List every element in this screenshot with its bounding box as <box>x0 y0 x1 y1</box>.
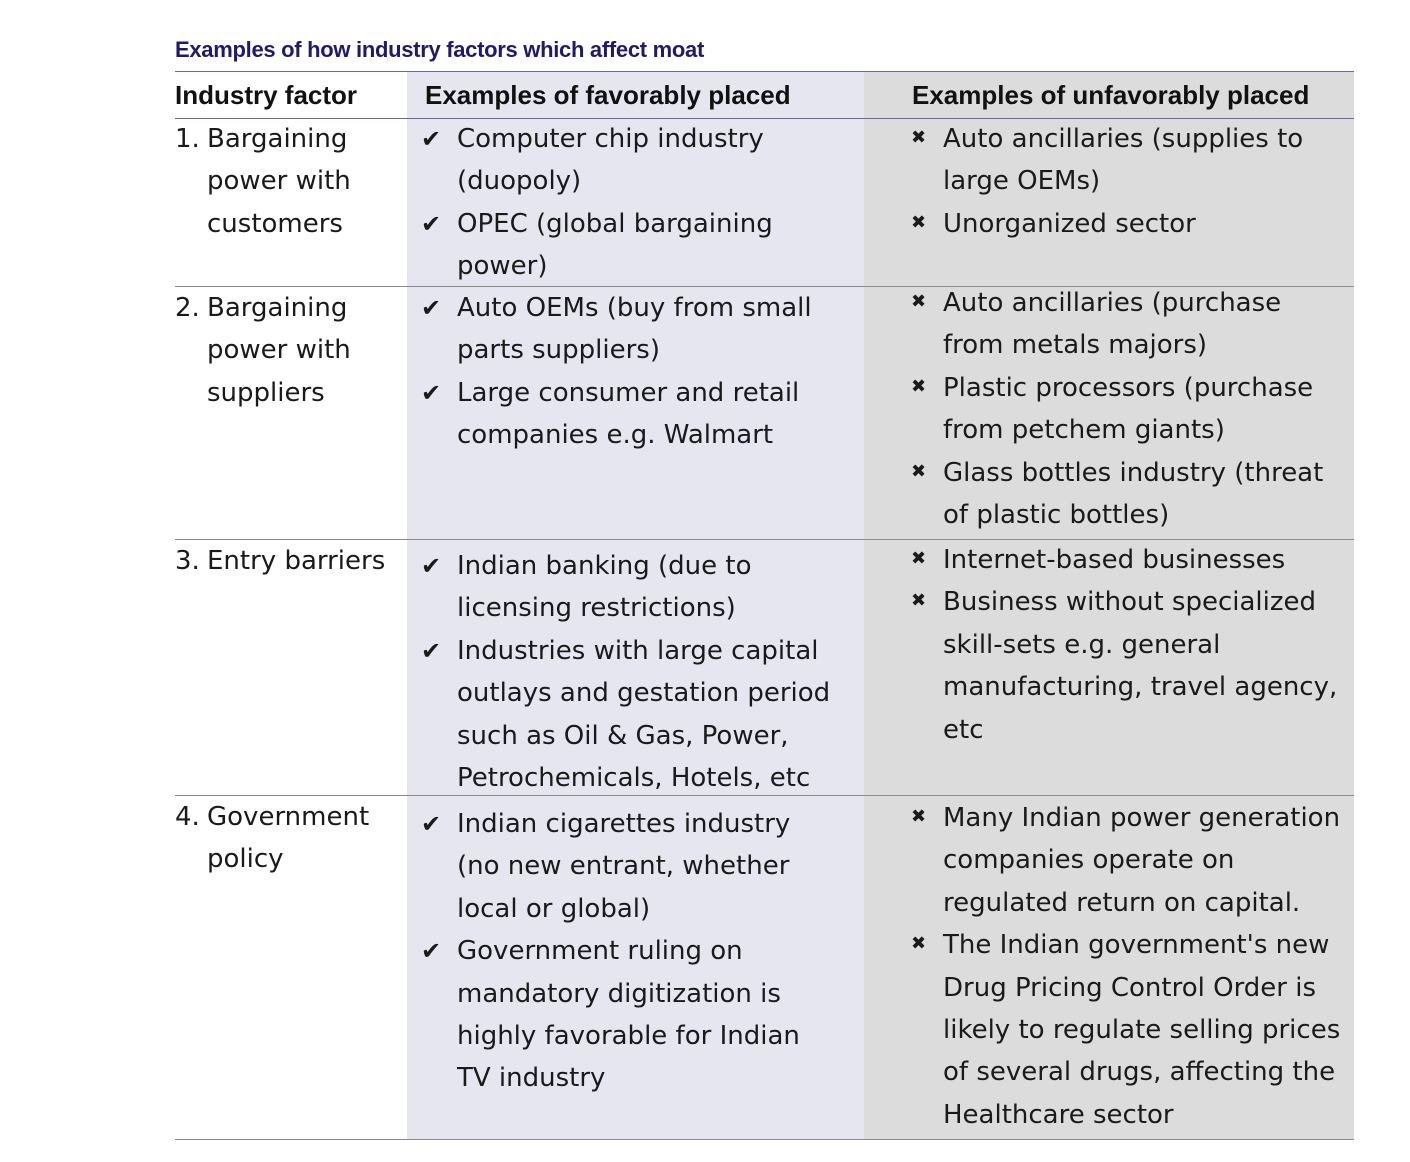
item-line: of plastic bottles) <box>943 500 1170 531</box>
item-line: Plastic processors (purchase <box>943 372 1314 403</box>
item-line: such as Oil & Gas, Power, <box>457 720 789 751</box>
item-line: Auto ancillaries (purchase <box>943 288 1282 318</box>
item-line: (duopoly) <box>457 166 582 197</box>
item-line: Internet-based businesses <box>943 545 1286 575</box>
item-line: Government ruling on <box>457 936 743 967</box>
favorable-examples-cell <box>421 118 773 288</box>
unfavorable-examples-cell <box>911 282 1323 536</box>
factor-text: suppliers <box>207 377 325 408</box>
unfavorable-item <box>911 282 1323 367</box>
cross-icon: ✖ <box>911 375 927 397</box>
favorable-examples-cell <box>421 803 800 1100</box>
unfavorable-item <box>911 924 1340 1136</box>
check-icon: ✔ <box>421 552 442 580</box>
item-line: companies e.g. Walmart <box>457 420 774 451</box>
favorable-examples-cell <box>421 287 812 457</box>
header-industry-factor: Industry factor <box>175 80 358 110</box>
factor-line <box>175 160 351 202</box>
unfavorable-examples-cell <box>911 539 1337 751</box>
unfavorable-examples-cell <box>911 118 1303 245</box>
unfavorable-examples-cell <box>911 797 1340 1136</box>
item-line: Healthcare sector <box>943 1099 1174 1130</box>
item-line: Business without specialized <box>943 587 1317 618</box>
item-line: Auto ancillaries (supplies to <box>943 124 1304 154</box>
favorable-item <box>421 803 800 930</box>
check-icon: ✔ <box>421 125 442 153</box>
bottom-rule <box>175 1139 1354 1140</box>
factor-line <box>175 838 369 880</box>
favorable-item <box>421 545 830 630</box>
factor-text: Bargaining <box>207 293 348 323</box>
item-line: companies operate on <box>943 845 1235 876</box>
item-line: Indian banking (due to <box>457 551 752 581</box>
factor-text: power with <box>207 335 351 366</box>
industry-factor-cell <box>175 287 351 414</box>
item-line: (no new entrant, whether <box>457 851 790 882</box>
item-line: etc <box>943 714 984 745</box>
cross-icon: ✖ <box>911 127 927 148</box>
check-icon: ✔ <box>421 636 442 665</box>
item-line: of several drugs, affecting the <box>943 1057 1336 1088</box>
table-title: Examples of how industry factors which affect moat <box>175 37 704 62</box>
item-line: local or global) <box>457 893 651 924</box>
unfavorable-item <box>911 367 1323 452</box>
check-icon: ✔ <box>421 294 442 322</box>
item-line: Computer chip industry <box>457 124 764 154</box>
item-line: Many Indian power generation <box>943 803 1341 833</box>
item-line: Industries with large capital <box>457 635 819 666</box>
cross-icon: ✖ <box>911 806 927 827</box>
item-line: parts suppliers) <box>457 335 660 366</box>
factor-text: Government <box>207 802 370 832</box>
item-line: Drug Pricing Control Order is <box>943 972 1317 1003</box>
item-line: highly favorable for Indian <box>457 1021 800 1052</box>
header-favorably-placed: Examples of favorably placed <box>425 80 791 110</box>
factor-text: customers <box>207 208 343 239</box>
cross-icon: ✖ <box>911 548 927 569</box>
factor-text: policy <box>207 844 284 875</box>
industry-factor-cell <box>175 540 385 582</box>
favorable-item <box>421 287 812 372</box>
factor-line <box>175 329 351 371</box>
favorable-item <box>421 372 812 457</box>
unfavorable-item <box>911 203 1303 245</box>
unfavorable-item <box>911 452 1323 537</box>
item-line: TV industry <box>457 1063 606 1094</box>
unfavorable-item <box>911 797 1340 924</box>
factor-text: power with <box>207 166 351 197</box>
factor-line <box>175 796 369 838</box>
check-icon: ✔ <box>421 209 442 238</box>
factor-line <box>175 372 351 414</box>
check-icon: ✔ <box>421 810 442 838</box>
item-line: The Indian government's new <box>943 930 1330 961</box>
item-line: manufacturing, travel agency, <box>943 672 1338 703</box>
item-line: Large consumer and retail <box>457 377 800 408</box>
factor-number: 1. <box>175 124 200 154</box>
factor-number: 3. <box>175 546 200 576</box>
unfavorable-item <box>911 118 1303 203</box>
industry-factor-cell <box>175 796 369 881</box>
factor-number: 2. <box>175 293 200 323</box>
factor-line <box>175 203 351 245</box>
item-line: Petrochemicals, Hotels, etc <box>457 763 811 794</box>
favorable-item <box>421 118 773 203</box>
item-line: licensing restrictions) <box>457 593 736 624</box>
industry-factor-cell <box>175 118 351 245</box>
cross-icon: ✖ <box>911 460 927 482</box>
favorable-item <box>421 203 773 288</box>
item-line: Glass bottles industry (threat <box>943 457 1324 488</box>
header-unfavorably-placed: Examples of unfavorably placed <box>912 80 1310 110</box>
favorable-item <box>421 930 800 1100</box>
item-line: outlays and gestation period <box>457 678 831 709</box>
favorable-item <box>421 630 831 800</box>
item-line: from metals majors) <box>943 330 1208 361</box>
factor-text: Bargaining <box>207 124 348 154</box>
item-line: from petchem giants) <box>943 415 1225 446</box>
item-line: Unorganized sector <box>943 208 1196 239</box>
check-icon: ✔ <box>421 378 442 407</box>
item-line: skill-sets e.g. general <box>943 629 1221 660</box>
factor-line <box>175 540 385 582</box>
cross-icon: ✖ <box>911 291 927 312</box>
unfavorable-item <box>911 539 1337 581</box>
item-line: large OEMs) <box>943 166 1101 197</box>
item-line: likely to regulate selling prices <box>943 1015 1341 1046</box>
unfavorable-item <box>911 581 1337 751</box>
item-line: OPEC (global bargaining <box>457 208 773 239</box>
cross-icon: ✖ <box>911 933 927 955</box>
cross-icon: ✖ <box>911 590 927 612</box>
item-line: mandatory digitization is <box>457 978 781 1009</box>
item-line: Indian cigarettes industry <box>457 809 791 839</box>
item-line: Auto OEMs (buy from small <box>457 293 812 323</box>
factor-line <box>175 287 351 329</box>
cross-icon: ✖ <box>911 211 927 233</box>
check-icon: ✔ <box>421 937 442 966</box>
factor-number: 4. <box>175 802 200 832</box>
item-line: regulated return on capital. <box>943 887 1301 918</box>
favorable-examples-cell <box>421 545 831 799</box>
item-line: power) <box>457 251 548 282</box>
factor-text: Entry barriers <box>207 546 386 576</box>
factor-line <box>175 118 351 160</box>
top-rule <box>175 71 1354 72</box>
